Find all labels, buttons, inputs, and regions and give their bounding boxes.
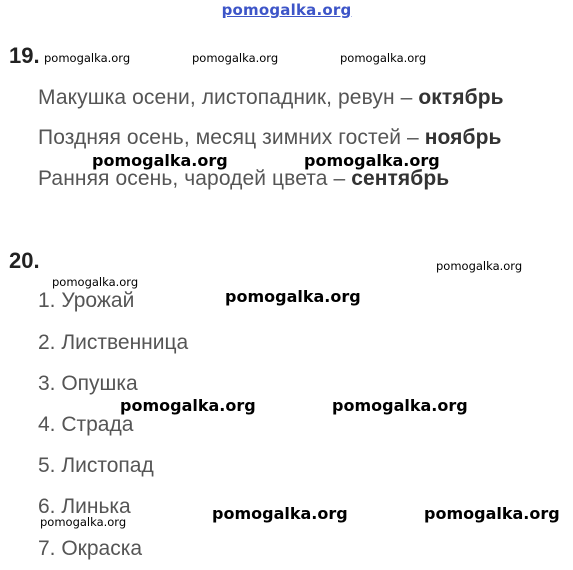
watermark-text: pomogalka.org xyxy=(212,504,348,523)
watermark-text: pomogalka.org xyxy=(92,151,228,170)
watermark-text: pomogalka.org xyxy=(52,275,139,289)
watermark-text: pomogalka.org xyxy=(225,287,361,306)
list-item: 3. Опушка xyxy=(38,372,138,395)
watermark-text: pomogalka.org xyxy=(332,396,468,415)
task-20-number: 20. xyxy=(9,248,40,273)
task-19-number: 19. xyxy=(9,43,40,68)
clue-text: Поздняя осень, месяц зимних гостей – xyxy=(38,126,425,149)
list-item: 7. Окраска xyxy=(38,537,143,560)
watermark-text: pomogalka.org xyxy=(436,259,523,273)
watermark-text: pomogalka.org xyxy=(424,504,560,523)
watermark-text: pomogalka.org xyxy=(192,51,279,65)
list-item: 1. Урожай xyxy=(38,289,135,312)
clue-text: Макушка осени, листопадник, ревун – xyxy=(38,86,419,109)
answer-text: октябрь xyxy=(418,86,504,109)
answer-text: сентябрь xyxy=(351,167,450,190)
clue-text: Ранняя осень, чародей цвета – xyxy=(38,167,352,190)
list-item: 2. Лиственница xyxy=(38,331,189,354)
list-item: 5. Листопад xyxy=(38,454,154,477)
task-19-line-3 xyxy=(38,167,449,191)
task-19-line-2 xyxy=(38,126,502,150)
watermark-text: pomogalka.org xyxy=(304,151,440,170)
task-19-line-1 xyxy=(38,86,504,110)
watermark-text: pomogalka.org xyxy=(44,51,131,65)
list-item: 4. Страда xyxy=(38,413,134,436)
list-item: 6. Линька xyxy=(38,495,131,518)
watermark-text: pomogalka.org xyxy=(120,396,256,415)
watermark-text: pomogalka.org xyxy=(40,515,127,529)
watermark-text: pomogalka.org xyxy=(340,51,427,65)
answer-text: ноябрь xyxy=(424,126,502,149)
site-header-link[interactable]: pomogalka.org xyxy=(221,1,352,19)
